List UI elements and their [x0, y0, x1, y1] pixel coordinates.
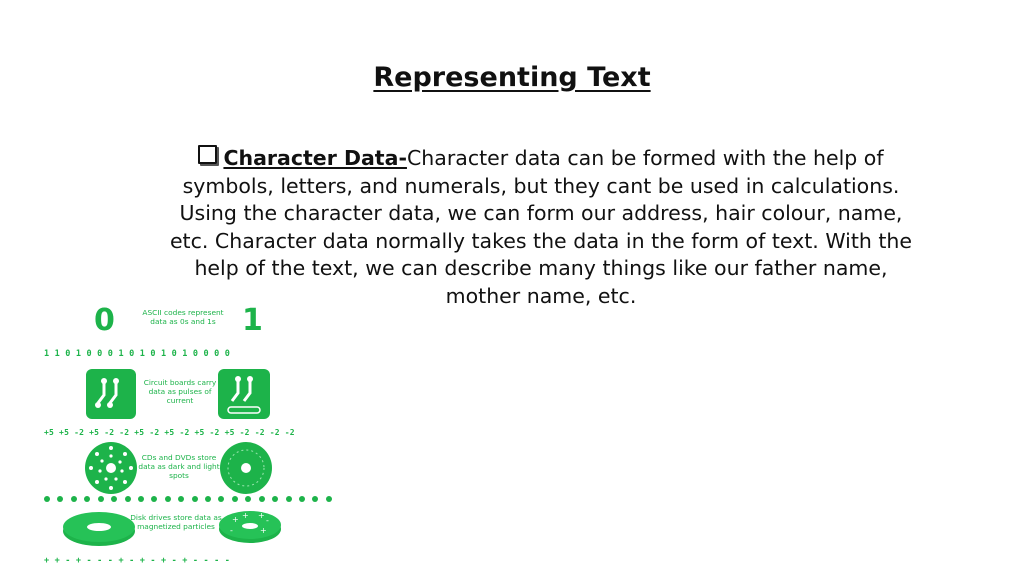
slide-title: Representing Text [373, 62, 651, 93]
digit-zero: 0 [94, 303, 115, 338]
digit-one: 1 [242, 303, 263, 338]
data-representation-illustration [38, 303, 334, 571]
svg-text:-: - [230, 526, 233, 535]
magnet-polarity-row: + + - + - - - + - + - + - + - - - - [44, 556, 231, 566]
dots-row [44, 496, 332, 502]
svg-text:-: - [266, 516, 269, 525]
disk-drive-icon [62, 511, 136, 551]
magnetized-disk-icon [218, 509, 282, 549]
ascii-caption: ASCII codes represent data as 0s and 1s [142, 308, 224, 326]
circuit-board-pulse-icon [218, 369, 270, 419]
disk-caption: Disk drives store data as magnetized particles [130, 513, 222, 531]
circuit-board-icon [86, 369, 136, 419]
binary-row: 1 1 0 1 0 0 0 1 0 1 0 1 0 1 0 0 0 0 [44, 349, 231, 359]
cd-icon [218, 441, 274, 499]
bullet-lead: Character Data- [223, 146, 407, 170]
voltage-row: +5 +5 -2 +5 -2 -2 +5 -2 +5 -2 +5 -2 +5 -2 -2 -2 -2 [44, 428, 295, 437]
cd-dotted-icon [84, 441, 138, 499]
checkbox-bullet-icon [198, 145, 217, 164]
bullet-text: Character data can be formed with the help of symbols, letters, and numerals, but they cant be used in calculations. Using the character data, we can form our address, hair colour, name, etc. Character data normally takes the data in the form of text. With the help of the text, we can describe many things like our father name, mother name, etc. [169, 146, 913, 308]
svg-text:+: + [258, 511, 265, 520]
svg-text:+: + [260, 526, 267, 535]
circuit-caption: Circuit boards carry data as pulses of current [143, 378, 217, 405]
svg-text:+: + [242, 511, 249, 520]
cd-caption: CDs and DVDs store data as dark and light spots [138, 453, 220, 480]
svg-text:+: + [232, 515, 239, 524]
bullet-paragraph [168, 145, 914, 311]
